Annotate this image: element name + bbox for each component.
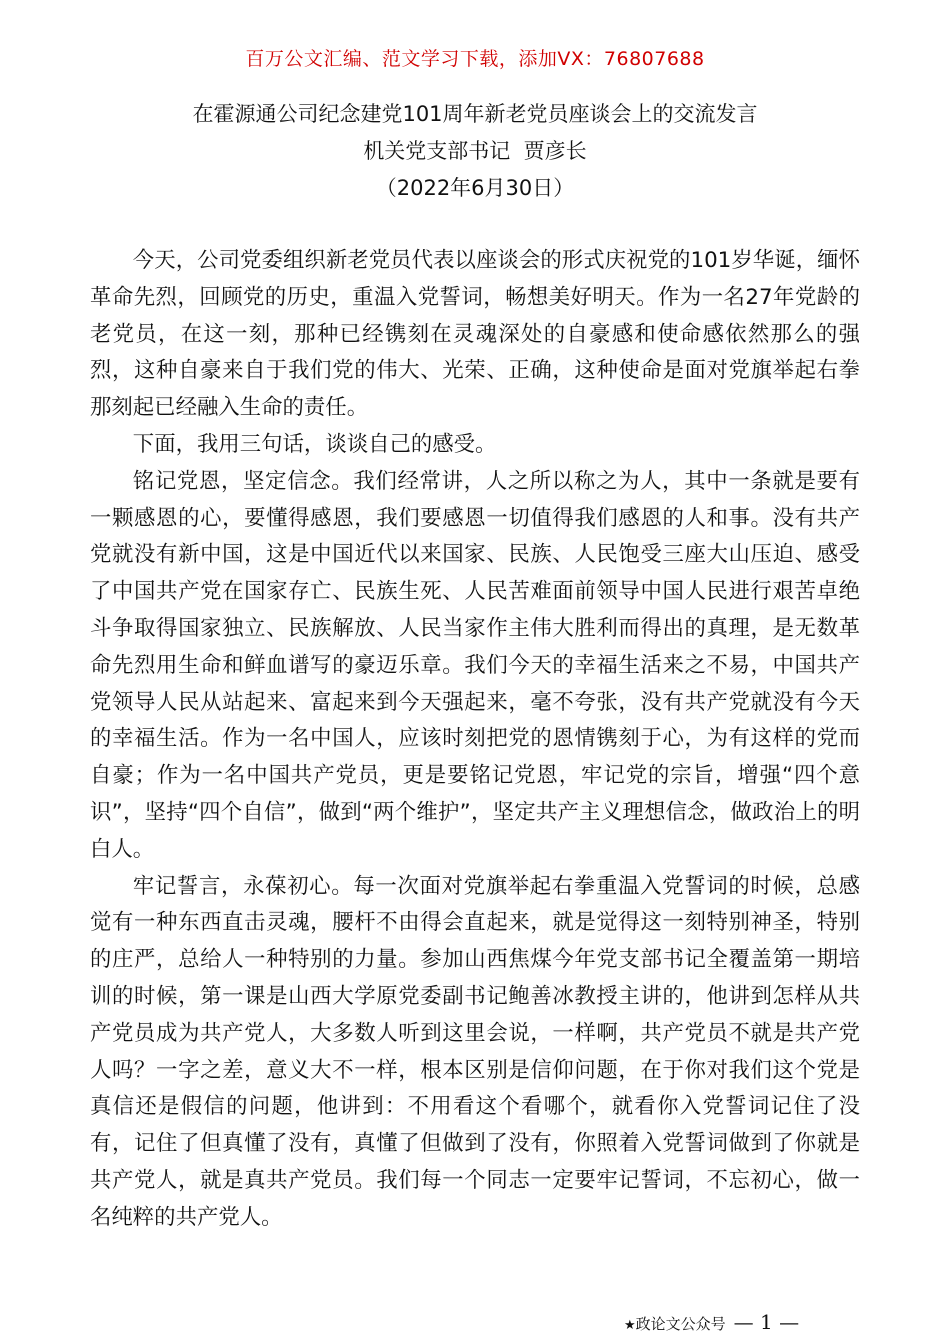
footer-label: 政论文公众号	[635, 1315, 726, 1333]
title-block	[0, 96, 950, 207]
document-title: 在霍源通公司纪念建党101周年新老党员座谈会上的交流发言	[192, 102, 758, 126]
paragraph: 牢记誓言，永葆初心。每一次面对党旗举起右拳重温入党誓词的时候，总感觉有一种东西直击灵魂，腰杆不由得会直起来，就是觉得这一刻特别神圣，特别的庄严，总给人一种特别的力量。参加山西焦煤今年党支部书记全覆盖第一期培训的时候，第一课是山西大学原党委副书记鲍善冰教授主讲的，他讲到怎样从共产党员成为共产党人，大多数人听到这里会说，一样啊，共产党员不就是共产党人吗？一字之差，意义大不一样，根本区别是信仰问题，在于你对我们这个党是真信还是假信的问题，他讲到：不用看这个看哪个，就看你入党誓词记住了没有，记住了但真懂了没有，真懂了但做到了没有，你照着入党誓词做到了你就是共产党人，就是真共产党员。我们每一个同志一定要牢记誓词，不忘初心，做一名纯粹的共产党人。	[90, 873, 860, 1230]
promo-banner: 百万公文汇编、范文学习下载，添加VX：76807688	[245, 48, 705, 70]
document-body	[90, 243, 860, 1237]
date-line: （2022年6月30日）	[375, 176, 575, 200]
star-icon: ★	[624, 1318, 636, 1333]
paragraph: 下面，我用三句话，谈谈自己的感受。	[132, 431, 497, 457]
page-number: — 1 —	[733, 1310, 800, 1334]
paragraph: 今天，公司党委组织新老党员代表以座谈会的形式庆祝党的101岁华诞，缅怀革命先烈，回顾党的历史，重温入党誓词，畅想美好明天。作为一名27年党龄的老党员，在这一刻，那种已经镌刻在灵魂深处的自豪感和使命感依然那么的强烈，这种自豪来自于我们党的伟大、光荣、正确，这种使命是面对党旗举起右拳那刻起已经融入生命的责任。	[90, 248, 860, 421]
page-footer	[624, 1310, 924, 1338]
author-line: 机关党支部书记 贾彦长	[363, 139, 587, 163]
paragraph: 铭记党恩，坚定信念。我们经常讲，人之所以称之为人，其中一条就是要有一颗感恩的心，要懂得感恩，我们要感恩一切值得我们感恩的人和事。没有共产党就没有新中国，这是中国近代以来国家、民族、人民饱受三座大山压迫、感受了中国共产党在国家存亡、民族生死、人民苦难面前领导中国人民进行艰苦卓绝斗争取得国家独立、民族解放、人民当家作主伟大胜利而得出的真理，是无数革命先烈用生命和鲜血谱写的豪迈乐章。我们今天的幸福生活来之不易，中国共产党领导人民从站起来、富起来到今天强起来，毫不夸张，没有共产党就没有今天的幸福生活。作为一名中国人，应该时刻把党的恩情镌刻于心，为有这样的党而自豪；作为一名中国共产党员，更是要铭记党恩，牢记党的宗旨，增强“四个意识”，坚持“四个自信”，做到“两个维护”，坚定共产主义理想信念，做政治上的明白人。	[90, 468, 860, 862]
